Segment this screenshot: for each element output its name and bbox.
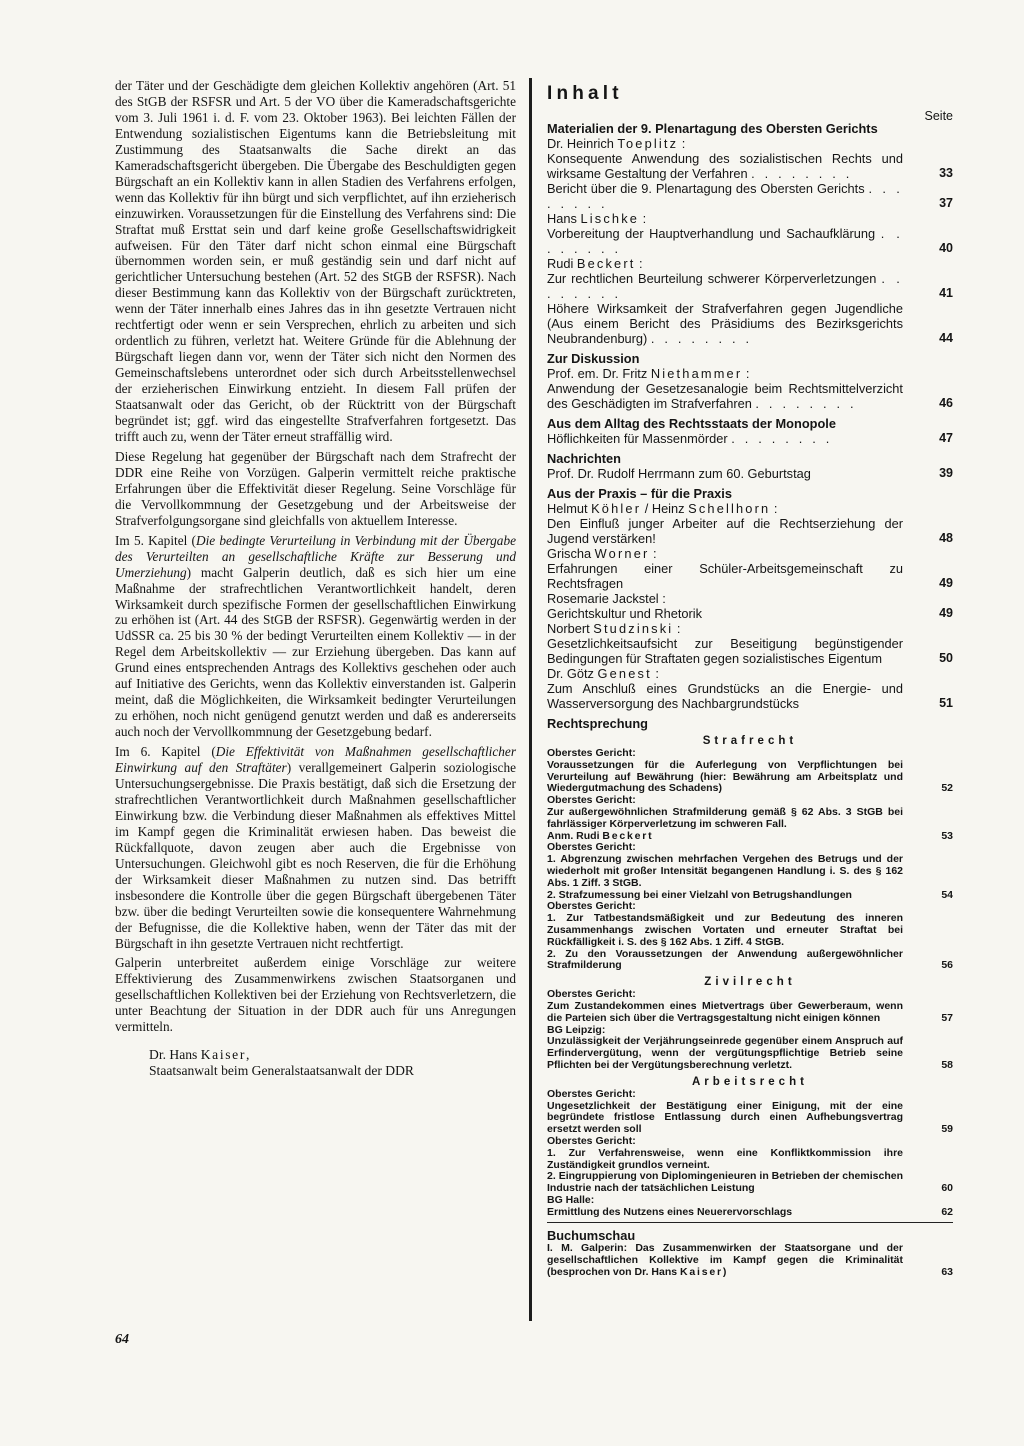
toc-page-number: 54: [941, 888, 953, 901]
toc-section-heading: Nachrichten: [547, 451, 621, 466]
toc-page-number: 44: [939, 331, 953, 345]
entry-text: Zur rechtlichen Beurteilung schwerer Körperverletzungen: [547, 271, 877, 286]
toc-entry-title: [547, 561, 903, 591]
author-surname: Worner: [594, 546, 650, 561]
entry-text: Gerichtskultur und Rhetorik: [547, 606, 703, 621]
toc-page-number: 51: [939, 696, 953, 710]
leader-dots: . . . . . . . .: [650, 331, 753, 346]
toc-ruling-entry[interactable]: [547, 842, 953, 901]
entry-text: Vorbereitung der Hauptverhandlung und Sachaufklärung: [547, 226, 876, 241]
toc-list: [547, 121, 953, 1279]
author-first: Prof. em. Dr. Fritz: [547, 366, 651, 381]
entry-text: Den Einfluß junger Arbeiter auf die Rechtserziehung der Jugend verstärken!: [547, 516, 903, 546]
court-name: BG Leipzig:: [547, 1023, 606, 1036]
entry-text-end: ): [722, 1266, 727, 1279]
ruling-summary: 2. Zu den Voraussetzungen der Anwendung außergewöhnlicher Strafmilderung: [547, 947, 903, 972]
toc-entry-title: [547, 466, 903, 481]
signature-name-suffix: ,: [246, 1047, 250, 1063]
toc-entry[interactable]: [547, 226, 953, 256]
court-name: Oberstes Gericht:: [547, 988, 636, 1001]
toc-author: Rudi Beckert :: [547, 256, 643, 271]
toc-entry[interactable]: [547, 271, 953, 301]
toc-ruling-entry[interactable]: [547, 1136, 953, 1195]
toc-author: Helmut Köhler / Heinz Schellhorn :: [547, 501, 778, 516]
toc-section-heading: Aus der Praxis – für die Praxis: [547, 486, 732, 501]
author-surname: Beckert: [576, 256, 636, 271]
author-first: Dr. Götz: [547, 666, 598, 681]
leader-dots: . . . . . . . .: [755, 396, 857, 411]
signature-role: Staatsanwalt beim Generalstaatsanwalt der DDR: [149, 1063, 414, 1079]
signature-name: [149, 1047, 516, 1063]
author-first: Grischa: [547, 546, 595, 561]
toc-entry[interactable]: [547, 181, 953, 211]
toc-section-heading: Aus dem Alltag des Rechtsstaats der Monopole: [547, 416, 836, 431]
toc-page-number: 53: [941, 829, 953, 842]
toc-page-number: 40: [939, 241, 953, 255]
entry-text: Gesetzlichkeitsaufsicht zur Beseitigung begünstigender Bedingungen für Straftaten gegen sozialistisches Eigentum: [547, 636, 903, 666]
toc-author: Dr. Heinrich Toeplitz :: [547, 136, 686, 151]
page-number: 64: [115, 1332, 129, 1347]
author-first: Dr. Heinrich: [547, 136, 618, 151]
toc-ruling-entry[interactable]: [547, 989, 953, 1024]
toc-author: Hans Lischke :: [547, 211, 647, 226]
toc-ruling-entry[interactable]: [547, 1195, 953, 1219]
leader-dots: . . . . . . . .: [731, 431, 833, 446]
paragraph-text: ) verallgemeinert Galperin soziologische Untersuchungsergebnisse. Die Praxis bestätigt, daß sich die Ersetzung der strafrechtlichen Verantwortlichkeit durch Maßnahmen gesellschaftlicher Einwirkung bzw. die Verbindung dieser Maßnahmen als effektives Mittel im Kampf gegen die Kriminalität erwiesen haben. Das beweist die Rückfallquote, davon zeugen aber auch die Ergebnisse von Untersuchungen. Gleichwohl gibt es noch Reserven, die für die Erhöhung der Wirksamkeit dieser Maßnahmen zu nutzen sind. Das betrifft insbesondere die Kontrolle über die gegen Bürgschaft übergebenen Täter bzw. über die bedingt Verurteilten sowie die konsequentere Wahrnehmung der Befugnisse, die die Kollektive haben, wenn der Täter das mit der Bürgschaft in ihn gesetzte Vertrauen nicht rechtfertigt.: [115, 760, 517, 951]
toc-entry[interactable]: [547, 516, 953, 546]
leader-dots: . . . . . . . .: [751, 166, 853, 181]
toc-page-number: 63: [941, 1266, 953, 1279]
toc-entry[interactable]: [547, 606, 953, 621]
toc-section-heading: Buchumschau: [547, 1228, 636, 1244]
signature-surname: Kaiser: [200, 1047, 247, 1063]
column-divider: [529, 78, 532, 1321]
ruling-summary: Zum Zustandekommen eines Mietvertrags über Gewerberaum, wenn die Parteien sich über die Vertragsgestaltung nicht einigen können: [547, 999, 903, 1024]
ruling-summary: Unzulässigkeit der Verjährungseinrede gegenüber einem Anspruch auf Erfindervergütung, wenn der vergütungspflichtige Betrieb seine Pflichten bei der Vergütungsberechnung verletzt.: [547, 1035, 903, 1071]
entry-text: Konsequente Anwendung des sozialistischen Rechts und wirksame Gestaltung der Verfahren: [547, 151, 903, 181]
book-review-entry: [547, 1243, 903, 1278]
toc-author: Grischa Worner :: [547, 546, 657, 561]
toc-entry[interactable]: [547, 636, 953, 666]
toc-page-number: 56: [941, 959, 953, 972]
author-first: Rudi: [547, 256, 577, 271]
author-surname: Schellhorn: [688, 501, 771, 516]
court-name: Oberstes Gericht:: [547, 900, 636, 913]
signature-name-prefix: Dr. Hans: [149, 1047, 201, 1063]
toc-subsection-heading: Arbeitsrecht: [691, 1075, 809, 1088]
toc-entry[interactable]: [547, 431, 953, 446]
toc-page-number: 47: [939, 431, 953, 445]
paragraph: der Täter und der Geschädigte dem gleichen Kollektiv angehören (Art. 51 des StGB der RSFSR und Art. 5 der VO über die Kameradschaftsgerichte vom 3. Juli 1961 i. d. F. vom 23. Oktober 1963). Bei leichten Fällen der Entwendung sozialistischen Eigentums kann die Betriebsleitung mit Zustimmung des Staatsanwalts die Sache direkt an das Kameradschaftsgericht übergeben. Die Übergabe des Beschuldigten gegen Bürgschaft an ein Kollektiv kann in allen Stadien des Verfahrens erfolgen, wenn das Kollektiv für ihn bürgt und sich verpflichtet, auf ihn erzieherisch einzuwirken. Voraussetzungen für die Einstellung des Verfahrens sind: Die Straftat muß Ersttat sein und darf keine große Gesellschaftswidrigkeit aufweisen. Für den Täter darf nicht schon einmal eine Bürgschaft übernommen worden sein, er muß geständig sein und darf nicht auf gerichtlicher Untersuchung bestehen (Art. 52 des StGB der RSFSR). Nach dieser Bestimmung kann das Kollektiv von der Bürgschaft zurücktreten, wenn der Täter innerhalb eines Jahres das in ihn gesetzte Vertrauen nicht rechtfertigt oder wenn er sein Versprechen, ehrlich zu arbeiten und sich ordentlich zu führen, verletzt hat. Weitere Gründe für die Ablehnung der Bürgschaft liegen dann vor, wenn der Täter sich nicht den Normen des Gemeinschaftslebens unterordnet oder sich durch Arbeitsstellenwechsel der erzieherischen Einwirkung entzieht. In diesem Fall prüfen der Staatsanwalt oder das Gericht, ob der Rücktritt von der Bürgschaft begründet ist; ggf. wird das eingestellte Strafverfahren fortgesetzt. Das trifft auch zu, wenn der Täter erneut straffällig wird.: [115, 78, 516, 444]
toc-page-number: 41: [939, 286, 953, 300]
toc-author: Norbert Studzinski :: [547, 621, 681, 636]
toc-entry-title: [547, 431, 903, 446]
entry-text: Höflichkeiten für Massenmörder: [547, 431, 728, 446]
toc-entry[interactable]: [547, 151, 953, 181]
toc-entry[interactable]: [547, 561, 953, 591]
paragraph-text: Im 5. Kapitel (: [115, 532, 196, 548]
toc-entry-title: [547, 151, 903, 181]
ruling-summary: 1. Zur Verfahrensweise, wenn eine Konfliktkommission ihre Zuständigkeit grundlos verneint.: [547, 1146, 903, 1171]
author-name: Rosemarie Jackstel: [547, 591, 659, 606]
toc-page-number: 52: [941, 782, 953, 795]
toc-entry-title: [547, 381, 903, 411]
toc-ruling-entry[interactable]: [547, 1089, 953, 1136]
toc-author: Rosemarie Jackstel :: [547, 591, 666, 606]
court-name: Oberstes Gericht:: [547, 1134, 636, 1147]
author-first: Hans: [547, 211, 581, 226]
ruling-summary: 1. Abgrenzung zwischen mehrfachen Vergehen des Betrugs und der wiederholt mit großer Intensität begangenen Handlung i. S. des § 162 Abs. 1 Ziff. 3 StGB.: [547, 853, 903, 889]
entry-text: Erfahrungen einer Schüler-Arbeitsgemeinschaft zu Rechtsfragen: [547, 561, 903, 591]
chapter-title: Die bedingte Verurteilung in Verbindung mit der Übergabe des Verurteilten an gesellschaftliche Kräfte zur Besserung und Umerziehung: [115, 532, 516, 580]
toc-entry-title: [547, 181, 903, 211]
paragraph: Galperin unterbreitet außerdem einige Vorschläge zur weitere Effektivierung des Zusammenwirkens zwischen Staatsorganen und gesellschaftlichen Kollektiven bei der Erziehung von Rechtsverletzern, die unter Beachtung der Situation in der DDR auch für uns Anregungen vermitteln.: [115, 955, 516, 1035]
author-surname: Köhler: [591, 501, 642, 516]
ruling-summary: 2. Eingruppierung von Diplomingenieuren in Betrieben der chemischen Industrie nach der tatsächlichen Leistung: [547, 1170, 903, 1195]
author-surname: Niethammer: [650, 366, 743, 381]
toc-page-number: 57: [941, 1011, 953, 1024]
annotation-author: Beckert: [602, 829, 654, 842]
toc-section-heading: Zur Diskussion: [547, 351, 640, 366]
entry-text: I. M. Galperin: Das Zusammenwirken der Staatsorgane und der gesellschaftlichen Kollektive im Kampf gegen die Kriminalität (besprochen von Dr. Hans: [547, 1242, 903, 1279]
toc-section-heading: Rechtsprechung: [547, 716, 648, 731]
toc-entry[interactable]: [547, 301, 953, 346]
section-rule: [547, 1222, 953, 1223]
toc-author: Dr. Götz Genest :: [547, 666, 659, 681]
toc-page-number: 58: [941, 1058, 953, 1071]
page-column-header: Seite: [924, 109, 953, 123]
ruling-summary: Voraussetzungen für die Auferlegung von Verpflichtungen bei Verurteilung auf Bewährung (hier: Bewährung am Arbeitsplatz und Wiedergutmachung des Schadens): [547, 758, 903, 795]
annotation-prefix: Anm. Rudi: [547, 829, 603, 842]
toc-page-number: 60: [941, 1182, 953, 1195]
toc-section-heading: Materialien der 9. Plenartagung des Obersten Gerichts: [547, 121, 878, 136]
table-of-contents: [547, 82, 953, 1279]
court-name: Oberstes Gericht:: [547, 794, 636, 807]
toc-entry-title: [547, 681, 903, 711]
author-first: Helmut: [547, 501, 592, 516]
leader-dots: . . . . . . . .: [547, 181, 904, 211]
ruling-summary: 1. Zur Tatbestandsmäßigkeit und zur Bedeutung des inneren Zusammenhangs zwischen Vortaten und erneuter Straftat bei Rückfälligkeit i. S. des § 162 Abs. 1 Ziff. 4 StGB.: [547, 912, 903, 948]
toc-entry-title: [547, 636, 903, 666]
toc-entry-title: [547, 516, 903, 546]
ruling-summary: Ermittlung des Nutzens eines Neuerervorschlags: [547, 1205, 793, 1218]
entry-text: Zum Anschluß eines Grundstücks an die Energie- und Wasserversorgung des Nachbargrundstücks: [547, 681, 903, 711]
court-name: Oberstes Gericht:: [547, 747, 636, 759]
court-name: Oberstes Gericht:: [547, 1087, 636, 1100]
toc-page-number: 46: [939, 396, 953, 410]
entry-text: Prof. Dr. Rudolf Herrmann zum 60. Geburtstag: [547, 466, 811, 481]
entry-text: Bericht über die 9. Plenartagung des Obersten Gerichts: [547, 181, 865, 196]
court-name: BG Halle:: [547, 1193, 595, 1206]
toc-entry-title: [547, 271, 903, 301]
toc-entry[interactable]: [547, 466, 953, 481]
toc-ruling-entry[interactable]: [547, 1243, 953, 1278]
toc-ruling-entry[interactable]: [547, 748, 953, 795]
ruling-summary: 2. Strafzumessung bei einer Vielzahl von Betrugshandlungen: [547, 888, 852, 901]
author-surname: Toeplitz: [617, 136, 679, 151]
paragraph: [115, 744, 516, 951]
toc-page-number: 49: [939, 576, 953, 590]
toc-subsection-heading: Strafrecht: [702, 735, 798, 747]
toc-ruling-entry[interactable]: [547, 901, 953, 972]
toc-entry[interactable]: [547, 681, 953, 711]
author-first: Norbert: [547, 621, 594, 636]
toc-page-number: 37: [939, 196, 953, 210]
ruling-summary: Zur außergewöhnlichen Strafmilderung gemäß § 62 Abs. 3 StGB bei fahrlässiger Körperverletzung im schweren Fall.: [547, 805, 903, 830]
toc-page-number: 62: [941, 1205, 953, 1218]
author-surname: Studzinski: [593, 621, 674, 636]
leader-dots: . . . . . . . .: [547, 271, 903, 301]
chapter-title: Die Effektivität von Maßnahmen gesellschaftlicher Einwirkung auf den Straftäter: [115, 744, 516, 776]
paragraph-text: Im 6. Kapitel (: [115, 744, 216, 760]
toc-title: Inhalt: [547, 83, 623, 104]
court-name: Oberstes Gericht:: [547, 841, 636, 854]
toc-page-number: 49: [939, 606, 953, 620]
toc-entry-title: [547, 606, 903, 621]
paragraph-text: ) macht Galperin deutlich, daß es sich hier um eine Maßnahme der strafrechtlichen Verantwortlichkeit handelt, deren Wirksamkeit durch spezifische Formen der gesellschaftlichen Einwirkung zu erhöhen ist (Art. 44 des StGB der RSFSR). Gegenwärtig werden in der UdSSR ca. 25 bis 30 % der bedingt Verurteilten einem Kollektiv — in der Regel dem Arbeitskollektiv — zur Erziehung übergeben. Das kann auf Grund eines entsprechenden Antrags des Kollektivs geschehen oder auch auf Initiative des Gerichts, wenn das Kollektiv einverstanden ist. Galperin meint, daß die Möglichkeiten, die Wirksamkeit bedingter Verurteilungen zu erhöhen, noch nicht genügend genutzt werden und daß es andererseits auch noch der Vervollkommnung der Gesetzgebung bedarf.: [115, 564, 516, 740]
toc-entry[interactable]: [547, 381, 953, 411]
reviewer-surname: Kaiser: [680, 1266, 723, 1279]
ruling-summary: Ungesetzlichkeit der Bestätigung einer Einigung, mit der eine begründete fristlose Entlassung durch einen Aufhebungsvertrag ersetzt werden soll: [547, 1099, 903, 1136]
toc-page-number: 59: [941, 1123, 953, 1136]
author-surname: Lischke: [580, 211, 640, 226]
toc-ruling-entry[interactable]: [547, 1025, 953, 1072]
entry-text: Anwendung der Gesetzesanalogie beim Rechtsmittelverzicht des Geschädigten im Strafverfahren: [547, 381, 903, 411]
article-text-column: [115, 78, 516, 1079]
author-signature: [115, 1047, 516, 1079]
author-surname: Genest: [597, 666, 652, 681]
toc-page-number: 33: [939, 166, 953, 180]
paragraph: Diese Regelung hat gegenüber der Bürgschaft nach dem Strafrecht der DDR eine Reihe von Vorzügen. Galperin vermittelt reiche praktische Erfahrungen über die Effektivität dieser Regelung. Seine Vorschläge für die Vervollkommnung der Gesetzgebung und der Arbeitsweise der Strafverfolgungsorgane sind gleichfalls von aktuellem Interesse.: [115, 448, 516, 528]
toc-page-number: 50: [939, 651, 953, 665]
toc-subsection-heading: Zivilrecht: [704, 976, 796, 989]
toc-entry-title: [547, 301, 903, 346]
toc-page-number: 48: [939, 531, 953, 545]
toc-author: Prof. em. Dr. Fritz Niethammer :: [547, 366, 750, 381]
leader-dots: . . . . . . . .: [547, 226, 903, 256]
toc-page-number: 39: [939, 466, 953, 480]
toc-ruling-entry[interactable]: [547, 795, 953, 842]
entry-text: Höhere Wirksamkeit der Strafverfahren gegen Jugendliche (Aus einem Bericht des Präsidiums des Bezirksgerichts Neubrandenburg): [547, 301, 903, 346]
paragraph: [115, 533, 516, 740]
author-first: / Heinz: [641, 501, 689, 516]
toc-entry-title: [547, 226, 903, 256]
